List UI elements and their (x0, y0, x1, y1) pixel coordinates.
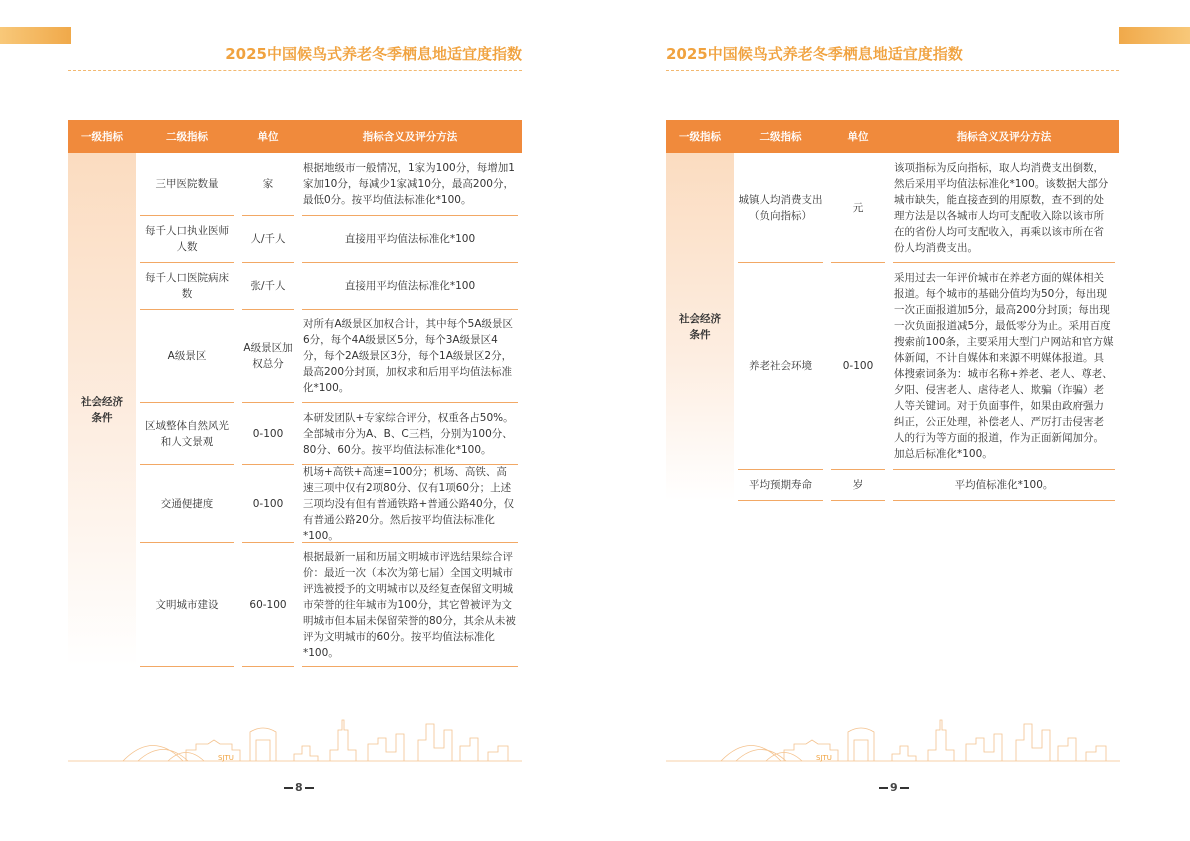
page-number (877, 781, 911, 794)
indicator-unit: 0-100 (242, 465, 294, 543)
level1-label: 社会经济条件 (81, 396, 123, 424)
accent-bar (0, 27, 71, 44)
page-number-value: 9 (890, 781, 898, 794)
table-row (666, 470, 1119, 501)
table-row (666, 153, 1119, 263)
indicator-method: 平均值标准化*100。 (893, 470, 1115, 501)
indicator-name: 平均预期寿命 (738, 470, 823, 501)
indicator-name: 养老社会环境 (738, 263, 823, 470)
indicator-table (68, 120, 522, 667)
column-header: 指标含义及评分方法 (889, 120, 1119, 153)
table-row (68, 153, 522, 216)
indicator-unit: 元 (831, 153, 885, 263)
indicator-name: 区域整体自然风光和人文景观 (140, 403, 234, 465)
column-header: 单位 (827, 120, 889, 153)
indicator-method: 对所有A级景区加权合计，其中每个5A级景区6分，每个4A级景区5分，每个3A级景区4分，每个2A级景区3分，每个1A级景区2分，最高200分封顶，加权求和后用平均值法标准化*100。 (302, 310, 518, 403)
city-skyline-illustration (68, 710, 522, 766)
page-title: 2025中国候鸟式养老冬季栖息地适宜度指数 (225, 45, 522, 63)
indicator-name: 交通便捷度 (140, 465, 234, 543)
indicator-unit: 家 (242, 153, 294, 216)
column-header: 一级指标 (666, 120, 734, 153)
table-row (68, 403, 522, 465)
level1-cell (666, 153, 734, 501)
indicator-method: 根据地级市一般情况，1家为100分，每增加1家加10分，每减少1家减10分，最高200分，最低0分。按平均值法标准化*100。 (302, 153, 518, 216)
table-row (666, 263, 1119, 470)
indicator-unit: 人/千人 (242, 216, 294, 263)
column-header: 一级指标 (68, 120, 136, 153)
column-header: 二级指标 (734, 120, 827, 153)
indicator-method: 采用过去一年评价城市在养老方面的媒体相关报道。每个城市的基础分值均为50分，每出现一次正面报道加5分，最高200分封顶；每出现一次负面报道减5分，最低零分为止。采用百度搜索前100条，主要采用大型门户网站和官方媒体新闻，不计自媒体和来源不明媒体报道。具体搜索词条为：城市名称+养老、老人、尊老、夕阳、侵害老人、虐待老人、欺骗（诈骗）老人等关键词。对于负面事件，如果由政府强力纠正，公正处理，补偿老人、严厉打击侵害老人的行为等方面的报道，作为正面新闻加分。加总后标准化*100。 (893, 263, 1115, 470)
indicator-name: A级景区 (140, 310, 234, 403)
indicator-method: 该项指标为反向指标，取人均消费支出倒数，然后采用平均值法标准化*100。该数据大部分城市缺失，能直接查到的用原数，查不到的处理方法是以各城市人均可支配收入除以该市所在的省份人均可支配收入，再乘以该市所在省份人均消费支出。 (893, 153, 1115, 263)
level1-label: 社会经济条件 (679, 313, 721, 341)
page-title: 2025中国候鸟式养老冬季栖息地适宜度指数 (666, 45, 963, 63)
column-header: 指标含义及评分方法 (298, 120, 522, 153)
city-skyline-illustration (666, 710, 1120, 766)
header-divider (68, 70, 522, 71)
indicator-method: 直接用平均值法标准化*100 (302, 216, 518, 263)
header-divider (666, 70, 1119, 71)
indicator-unit: 60-100 (242, 543, 294, 667)
indicator-table (666, 120, 1119, 501)
sjtu-logo-text: SJTU (816, 754, 832, 762)
indicator-unit: 岁 (831, 470, 885, 501)
indicator-method: 本研发团队+专家综合评分，权重各占50%。全部城市分为A、B、C三档，分别为100分、80分、60分。按平均值法标准化*100。 (302, 403, 518, 465)
indicator-name: 每千人口执业医师人数 (140, 216, 234, 263)
accent-bar (1119, 27, 1190, 44)
indicator-name: 每千人口医院病床数 (140, 263, 234, 310)
table-header-row (68, 120, 522, 153)
table-row (68, 543, 522, 667)
page-number (282, 781, 316, 794)
indicator-name: 城镇人均消费支出（负向指标） (738, 153, 823, 263)
indicator-name: 三甲医院数量 (140, 153, 234, 216)
indicator-unit: A级景区加权总分 (242, 310, 294, 403)
indicator-method: 根据最新一届和历届文明城市评选结果综合评价：最近一次（本次为第七届）全国文明城市评选被授予的文明城市以及经复查保留文明城市荣誉的往年城市为100分，其它曾被评为文明城市但本届未保留荣誉的80分，其余从未被评为文明城市的60分。按平均值法标准化*100。 (302, 543, 518, 667)
table-row (68, 263, 522, 310)
table-row (68, 310, 522, 403)
indicator-unit: 张/千人 (242, 263, 294, 310)
table-row (68, 465, 522, 543)
table-row (68, 216, 522, 263)
level1-cell (68, 153, 136, 667)
column-header: 二级指标 (136, 120, 238, 153)
indicator-unit: 0-100 (242, 403, 294, 465)
table-header-row (666, 120, 1119, 153)
page-number-value: 8 (295, 781, 303, 794)
indicator-name: 文明城市建设 (140, 543, 234, 667)
indicator-method: 机场+高铁+高速=100分；机场、高铁、高速三项中仅有2项80分、仅有1项60分；上述三项均没有但有普通铁路+普通公路40分，仅有普通公路20分。然后按平均值法标准化*100。 (302, 465, 518, 543)
indicator-unit: 0-100 (831, 263, 885, 470)
sjtu-logo-text: SJTU (218, 754, 234, 762)
indicator-method: 直接用平均值法标准化*100 (302, 263, 518, 310)
column-header: 单位 (238, 120, 298, 153)
